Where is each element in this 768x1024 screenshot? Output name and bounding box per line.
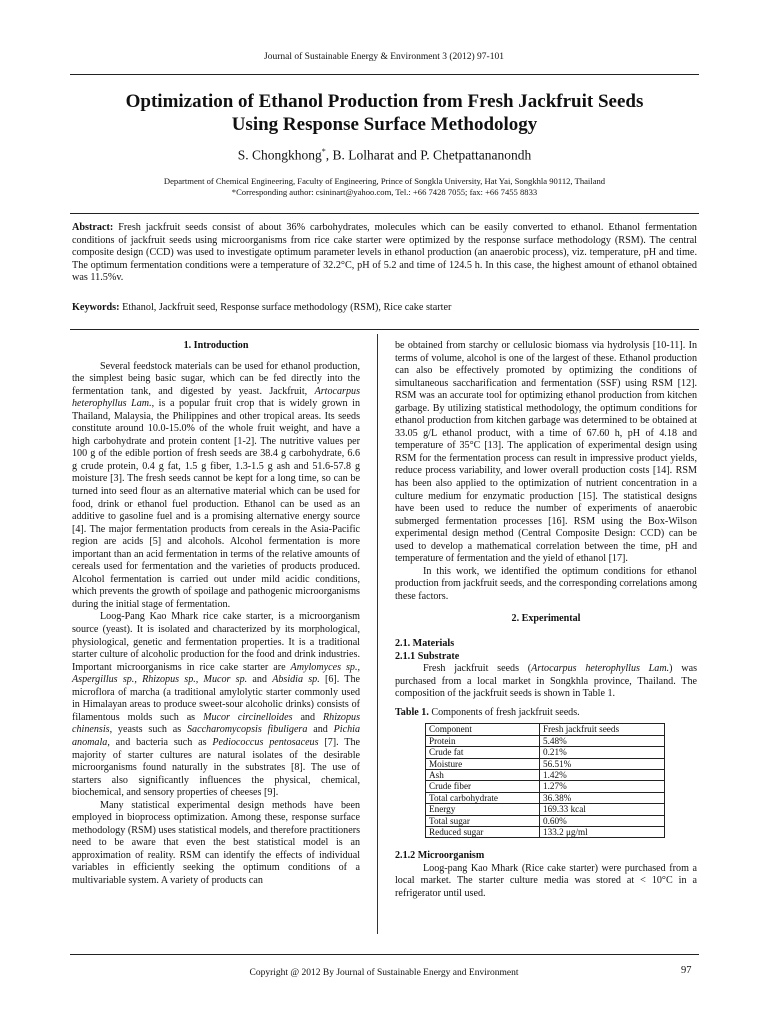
table-cell: 169.33 kcal — [540, 804, 665, 815]
table-cell: Energy — [426, 804, 540, 815]
table-row — [426, 747, 665, 758]
keywords-label: Keywords: — [72, 302, 120, 313]
table-cell: Protein — [426, 735, 540, 746]
table-header-cell: Fresh jackfruit seeds — [540, 724, 665, 735]
table-row — [426, 792, 665, 803]
intro-paragraph-this-work: In this work, we identified the optimum conditions for ethanol production from jackfruit seeds, and the corresponding correlations among these factors. — [395, 565, 697, 602]
keywords-text: Ethanol, Jackfruit seed, Response surface methodology (RSM), Rice cake starter — [122, 302, 452, 313]
table-cell: 0.60% — [540, 815, 665, 826]
table-cell: 1.42% — [540, 769, 665, 780]
other-authors: , B. Lolharat and P. Chetpattananondh — [325, 147, 532, 163]
table-cell: 56.51% — [540, 758, 665, 769]
left-column — [72, 340, 360, 888]
table-row — [426, 758, 665, 769]
paper-title — [70, 90, 699, 136]
table-cell: 5.48% — [540, 735, 665, 746]
table-cell: Ash — [426, 769, 540, 780]
author-1: S. Chongkhong — [237, 147, 322, 163]
abstract-bottom-rule — [70, 329, 699, 330]
footer-rule — [70, 954, 699, 955]
intro-paragraph-continued: be obtained from starchy or cellulosic biomass via hydrolysis [10-11]. In terms of volume, alcohol is one of the largest of these. Ethanol production can also be effectively promoted by optimizing the conditions of simultaneous saccharification and fermentation (SSF) using RSM [12]. RSM was an accurate tool for optimizing ethanol production from kitchen garbage. By utilizing statistical methodology, the optimum conditions for ethanol production from kitchen garbage was determined to be obtained at 33.05 g/L ethanol product, with a time of 67.60 h, pH of 4.18 and temperature of 35°C [13]. The application of experimental design using RSM for the fermentation process can result in impressive product yields, reduce process variability, and lower overall production costs [14]. RSM has been also applied to the optimization of nutrient concentration in a culture medium for enzymatic production [15]. The statistical designs have been used to reduce the number of experiments of anaerobic submerged fermentation processes [16]. RSM using the Box-Wilson experimental design method (Central Composite Design: CCD) can be used to develop a mathematical correlation between the time, pH and temperature of fermentation and the yield of ethanol [17]. — [395, 340, 697, 565]
abstract-top-rule — [70, 213, 699, 214]
table-1-caption: Table 1. Components of fresh jackfruit seeds. — [395, 706, 580, 718]
title-line-2: Using Response Surface Methodology — [231, 114, 538, 135]
table-cell: Reduced sugar — [426, 826, 540, 837]
table-cell: Crude fat — [426, 747, 540, 758]
table-row — [426, 815, 665, 826]
table-row — [426, 804, 665, 815]
title-line-1: Optimization of Ethanol Production from Fresh Jackfruit Seeds — [125, 91, 644, 112]
table-cell: 0.21% — [540, 747, 665, 758]
right-column — [395, 340, 697, 901]
header-rule — [70, 74, 699, 75]
authors — [70, 147, 699, 164]
intro-paragraph-2: Loog-Pang Kao Mhark rice cake starter, is a microorganism source (yeast). It is isolated and characterized by its morphological, physiological, genetic and fermentation properties. It is a traditional starter culture of alcoholic production for the food and drink industries. Important microorganisms in rice cake starter are Amylomyces sp., Aspergillus sp., Rhizopus sp., Mucor sp. and Absidia sp. [6]. The microflora of marcha (a traditional amylolytic starter commonly used in Himalayan areas to produce sweet-sour alcoholic drinks) consists of filamentous molds such as Mucor circinelloides and Rhizopus chinensis, yeasts such as Saccharomycopsis fibuligera and Pichia anomala, and bacteria such as Pediococcus pentosaceus [7]. The majority of starter cultures are natural isolates of the desirable microorganisms found naturally in the substrates [8]. The use of starters also significantly influences the physical, chemical, biochemical, and sensory properties of cheeses [9]. — [72, 611, 360, 799]
table-cell: 36.38% — [540, 792, 665, 803]
abstract-text: Fresh jackfruit seeds consist of about 36% carbohydrates, molecules which can be easily converted to ethanol. Ethanol fermentation conditions of jackfruit seeds using microorganisms from rice cake starter were optimized by the response surface methodology (RSM). The central composite design (CCD) was used to investigate optimum parameter levels in ethanol production (an anaerobic process), viz. temperature, pH and time. The optimum fermentation conditions were a temperature of 32.2°C, pH of 5.2 and time of 124.5 h. In this case, the highest amount of ethanol obtained was 11.5%v. — [72, 222, 698, 284]
table-cell: 1.27% — [540, 781, 665, 792]
affiliation — [70, 176, 699, 198]
page-number: 97 — [681, 965, 692, 976]
affiliation-line: Department of Chemical Engineering, Faculty of Engineering, Prince of Songkla University, Hat Yai, Songkhla 90112, Thailand — [163, 176, 606, 186]
abstract — [72, 222, 697, 285]
subsection-materials: 2.1. Materials — [395, 638, 455, 650]
section-heading-experimental: 2. Experimental — [511, 613, 581, 625]
substrate-paragraph: Fresh jackfruit seeds (Artocarpus heterophyllus Lam.) was purchased from a local market in Songkhla province, Thailand. The composition of the jackfruit seeds is shown in Table 1. — [395, 663, 697, 700]
table-row — [426, 826, 665, 837]
components-table — [425, 723, 665, 838]
column-divider — [377, 334, 378, 934]
intro-paragraph-1: Several feedstock materials can be used for ethanol production, the simplest being basic sugar, which can be fed directly into the fermentation tank, and digested by yeast. Jackfruit, Artocarpus heterophyllus Lam., is a popular fruit crop that is widely grown in Thailand, Malaysia, the Philippines and other tropical areas. Its seeds constitute around 10.0-15.0% of the whole fruit weight, and have a high carbohydrate and protein content [1-2]. The nutritive values per 100 g of the edible portion of fresh seeds are 38.4 g carbohydrate, 6.6 g crude protein, 0.4 g fat, 1.5 g fiber, 1.3-1.5 g ash and 51.6-57.8 g moisture [3]. The fresh seeds cannot be kept for a long time, so can be turned into seed flour as an alternative material which can be used for food, drink or ethanol fuel production. Ethanol can be used as an additive to gasoline fuel and is a promising alternative energy source [4]. The major fermentation products from cereals in the Asia-Pacific region are acids [5] and alcohols. Alcohol fermentation is more important than an acid fermentation in terms of the relative amounts of cereals used for fermentation and the varieties of products produced. Alcohol fermentation is carried out under mild acidic conditions, which prevents the growth of spoilage and pathogenic microorganisms during the initial stage of fermentation. — [72, 360, 360, 610]
section-heading-introduction: 1. Introduction — [183, 340, 249, 351]
table-header-cell: Component — [426, 724, 540, 735]
keywords — [72, 302, 697, 313]
microorganism-paragraph: Loog-pang Kao Mhark (Rice cake starter) were purchased from a local market. The starter culture media was stored at < 10°C in a refrigerator until used. — [395, 862, 697, 900]
table-cell: Total carbohydrate — [426, 792, 540, 803]
table-cell: Crude fiber — [426, 781, 540, 792]
corresponding-author: *Corresponding author: csininart@yahoo.com, Tel.: +66 7428 7055; fax: +66 7455 8833 — [231, 187, 538, 197]
table-cell: Moisture — [426, 758, 540, 769]
table-row — [426, 735, 665, 746]
table-header-row — [426, 724, 665, 735]
subsection-substrate: 2.1.1 Substrate — [395, 650, 460, 662]
table-row — [426, 769, 665, 780]
footer-copyright: Copyright @ 2012 By Journal of Sustainable Energy and Environment — [249, 968, 519, 978]
abstract-label: Abstract: — [72, 222, 114, 233]
journal-header: Journal of Sustainable Energy & Environment 3 (2012) 97-101 — [264, 52, 504, 62]
subsection-microorganism: 2.1.2 Microorganism — [395, 850, 485, 862]
table-cell: 133.2 μg/ml — [540, 826, 665, 837]
intro-paragraph-3: Many statistical experimental design methods have been employed in bioprocess optimization. Among these, response surface methodology (RSM) uses statistical models, and therefore practitioners need to be aware that even the best statistical model is an approximation of reality. RSM can identify the effects of individual variables in efficiently seeking the optimum conditions of a multivariable system. A variety of products can — [72, 799, 360, 886]
table-row — [426, 781, 665, 792]
table-cell: Total sugar — [426, 815, 540, 826]
corresponding-mark: * — [321, 147, 326, 156]
